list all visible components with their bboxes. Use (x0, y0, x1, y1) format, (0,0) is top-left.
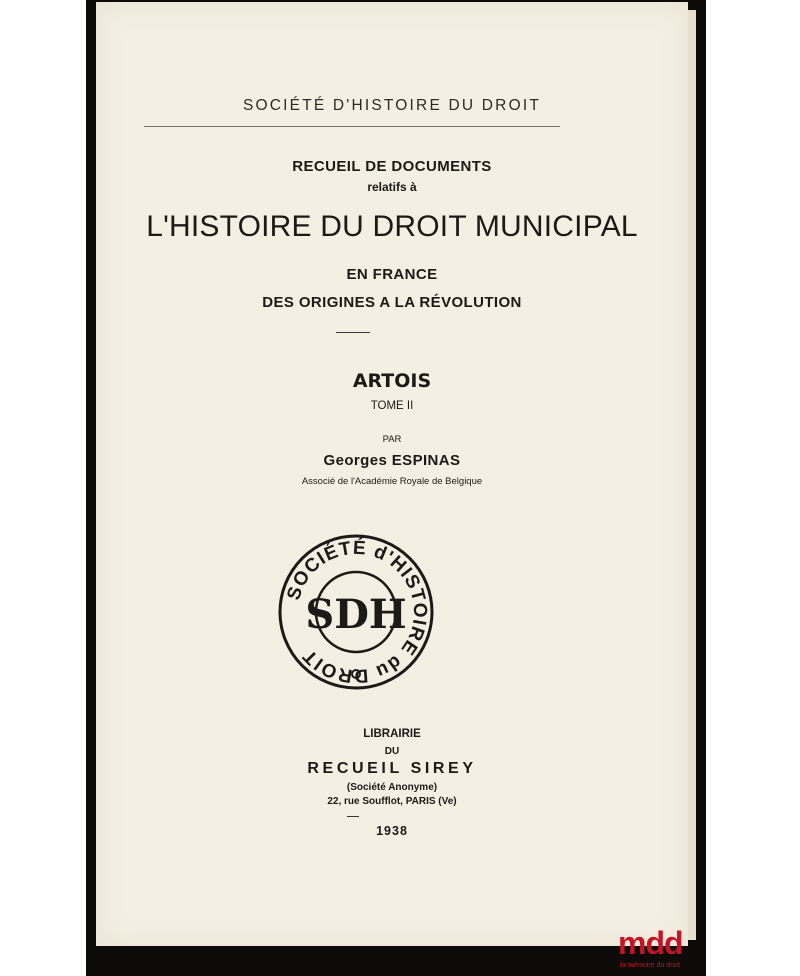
publisher-librairie: LIBRAIRIE (363, 728, 421, 740)
title-line-origines: DES ORIGINES A LA RÉVOLUTION (262, 294, 522, 311)
publisher-du: DU (384, 746, 400, 757)
main-title: L'HISTOIRE DU DROIT MUNICIPAL (146, 210, 638, 243)
logo-word: mdd (618, 925, 683, 961)
volume-region: ARTOIS (352, 370, 432, 392)
title-line-recueil: RECUEIL DE DOCUMENTS (292, 158, 492, 175)
svg-text:SDH: SDH (305, 591, 407, 638)
author-by: PAR (382, 434, 402, 445)
society-seal-icon (276, 532, 436, 692)
logo-tagline: la mémoire du droit (620, 962, 680, 969)
title-divider (336, 332, 370, 333)
volume-tome: TOME II (370, 400, 414, 412)
title-page (96, 2, 688, 946)
publisher-name: RECUEIL SIREY (307, 760, 477, 777)
header-rule (144, 126, 560, 127)
publication-year: 1938 (376, 824, 408, 838)
page-edge (688, 10, 696, 940)
title-line-relatifs: relatifs à (367, 180, 417, 194)
mdd-logo-icon (618, 926, 708, 974)
publisher-company: (Société Anonyme) (346, 782, 438, 793)
title-line-en-france: EN FRANCE (346, 266, 438, 283)
author-name: Georges ESPINAS (323, 452, 461, 469)
society-header: SOCIÉTÉ D'HISTOIRE DU DROIT (242, 97, 542, 114)
author-affiliation: Associé de l'Académie Royale de Belgique (301, 476, 483, 487)
publisher-divider (347, 816, 359, 817)
publisher-address: 22, rue Soufflot, PARIS (Ve) (327, 796, 457, 807)
svg-text:SOCIÉTÉ d'HISTOIRE du DROIT: SOCIÉTÉ d'HISTOIRE du DROIT (283, 537, 431, 687)
